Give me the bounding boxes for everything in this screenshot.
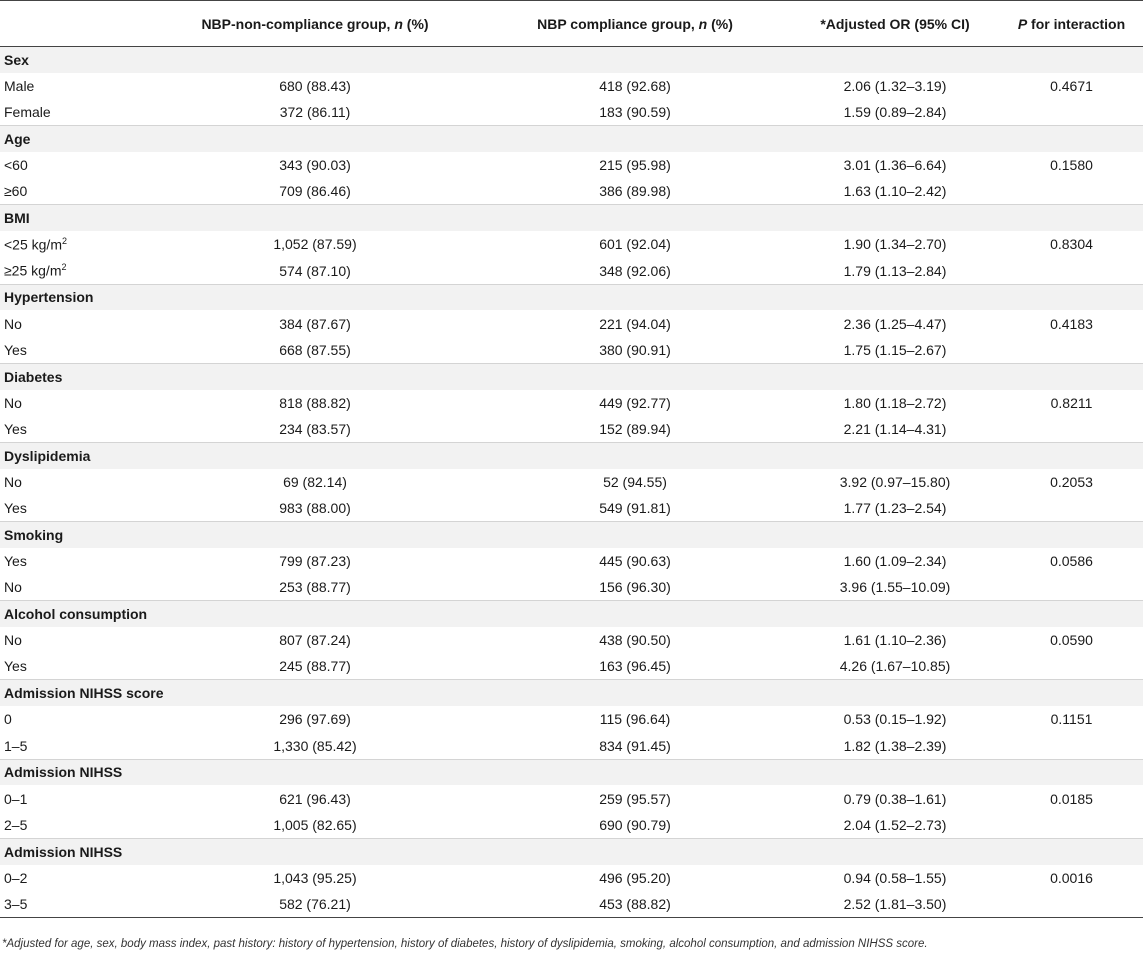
p-interaction-value: 0.8304 [1000, 231, 1143, 257]
table-group-row [0, 522, 1143, 548]
compliance-value: 496 (95.20) [480, 865, 790, 891]
row-label [0, 495, 150, 521]
row-label-text: Yes [4, 658, 27, 675]
table-row [0, 258, 1143, 284]
non-compliance-value: 69 (82.14) [150, 469, 480, 495]
table-row [0, 574, 1143, 600]
row-label-text: No [4, 394, 22, 411]
adjusted-or-value: 3.92 (0.97–15.80) [790, 469, 1000, 495]
adjusted-or-value: 2.52 (1.81–3.50) [790, 891, 1000, 917]
p-interaction-value: 0.0590 [1000, 627, 1143, 653]
table-row [0, 231, 1143, 257]
row-label [0, 733, 150, 759]
p-interaction-value: 0.4183 [1000, 310, 1143, 336]
row-label-text: No [4, 473, 22, 490]
adjusted-or-value: 2.21 (1.14–4.31) [790, 416, 1000, 442]
row-label-text: <60 [4, 157, 28, 174]
compliance-value: 152 (89.94) [480, 416, 790, 442]
row-label [0, 152, 150, 178]
row-label-text: ≥25 kg/m [4, 262, 62, 279]
p-interaction-value [1000, 574, 1143, 600]
row-label [0, 865, 150, 891]
table-group-row [0, 363, 1143, 389]
p-interaction-value [1000, 99, 1143, 125]
row-label [0, 891, 150, 917]
adjusted-or-value: 3.01 (1.36–6.64) [790, 152, 1000, 178]
row-label [0, 812, 150, 838]
adjusted-or-value: 2.04 (1.52–2.73) [790, 812, 1000, 838]
p-interaction-value [1000, 416, 1143, 442]
compliance-value: 156 (96.30) [480, 574, 790, 600]
row-label [0, 548, 150, 574]
row-label-text: No [4, 579, 22, 596]
adjusted-or-value: 1.80 (1.18–2.72) [790, 390, 1000, 416]
non-compliance-value: 343 (90.03) [150, 152, 480, 178]
group-title: Admission NIHSS score [0, 680, 1143, 706]
table-row [0, 310, 1143, 336]
row-label-text: Yes [4, 420, 27, 437]
row-label-text: Yes [4, 553, 27, 570]
non-compliance-value: 245 (88.77) [150, 653, 480, 679]
p-interaction-value [1000, 653, 1143, 679]
p-interaction-value [1000, 495, 1143, 521]
compliance-value: 690 (90.79) [480, 812, 790, 838]
table-row [0, 812, 1143, 838]
row-label-text: No [4, 315, 22, 332]
table-group-row [0, 205, 1143, 231]
table-row [0, 785, 1143, 811]
header-compliance-group: NBP compliance group, n (%) [480, 1, 790, 47]
row-label [0, 178, 150, 204]
group-title: Admission NIHSS [0, 759, 1143, 785]
adjusted-or-value: 0.53 (0.15–1.92) [790, 706, 1000, 732]
group-title: Age [0, 126, 1143, 152]
row-label-text: 1–5 [4, 737, 28, 754]
adjusted-or-value: 1.82 (1.38–2.39) [790, 733, 1000, 759]
row-label-text: Male [4, 78, 35, 95]
adjusted-or-value: 2.36 (1.25–4.47) [790, 310, 1000, 336]
non-compliance-value: 1,043 (95.25) [150, 865, 480, 891]
header-subgroup [0, 1, 150, 47]
table-row [0, 495, 1143, 521]
group-title: Sex [0, 47, 1143, 73]
compliance-value: 221 (94.04) [480, 310, 790, 336]
table-group-row [0, 838, 1143, 864]
table-group-row [0, 442, 1143, 468]
compliance-value: 183 (90.59) [480, 99, 790, 125]
p-interaction-value [1000, 733, 1143, 759]
adjusted-or-value: 1.61 (1.10–2.36) [790, 627, 1000, 653]
p-interaction-value: 0.0016 [1000, 865, 1143, 891]
p-interaction-value: 0.2053 [1000, 469, 1143, 495]
adjusted-or-value: 1.90 (1.34–2.70) [790, 231, 1000, 257]
table-row [0, 73, 1143, 99]
row-label [0, 627, 150, 653]
non-compliance-value: 1,005 (82.65) [150, 812, 480, 838]
table-group-row [0, 759, 1143, 785]
header-row [0, 1, 1143, 47]
table-header [0, 1, 1143, 47]
compliance-value: 449 (92.77) [480, 390, 790, 416]
non-compliance-value: 680 (88.43) [150, 73, 480, 99]
row-label [0, 706, 150, 732]
compliance-value: 348 (92.06) [480, 258, 790, 284]
compliance-value: 601 (92.04) [480, 231, 790, 257]
non-compliance-value: 574 (87.10) [150, 258, 480, 284]
compliance-value: 380 (90.91) [480, 337, 790, 363]
p-interaction-value: 0.4671 [1000, 73, 1143, 99]
row-label-text: No [4, 632, 22, 649]
p-interaction-value [1000, 178, 1143, 204]
group-title: Alcohol consumption [0, 601, 1143, 627]
adjusted-or-value: 1.60 (1.09–2.34) [790, 548, 1000, 574]
non-compliance-value: 621 (96.43) [150, 785, 480, 811]
table-group-row [0, 680, 1143, 706]
non-compliance-value: 709 (86.46) [150, 178, 480, 204]
group-title: Smoking [0, 522, 1143, 548]
row-label [0, 73, 150, 99]
row-label-text: ≥60 [4, 183, 28, 200]
compliance-value: 549 (91.81) [480, 495, 790, 521]
p-interaction-value: 0.0185 [1000, 785, 1143, 811]
adjusted-or-value: 1.79 (1.13–2.84) [790, 258, 1000, 284]
header-non-compliance-group: NBP-non-compliance group, n (%) [150, 1, 480, 47]
table-group-row [0, 126, 1143, 152]
table-row [0, 337, 1143, 363]
table-group-row [0, 601, 1143, 627]
table-row [0, 152, 1143, 178]
row-label [0, 310, 150, 336]
row-label-text: <25 kg/m [4, 236, 62, 253]
compliance-value: 215 (95.98) [480, 152, 790, 178]
adjusted-or-value: 4.26 (1.67–10.85) [790, 653, 1000, 679]
row-label-superscript: 2 [61, 262, 67, 273]
p-interaction-value [1000, 891, 1143, 917]
group-title: Diabetes [0, 363, 1143, 389]
row-label [0, 785, 150, 811]
compliance-value: 259 (95.57) [480, 785, 790, 811]
table-row [0, 653, 1143, 679]
row-label [0, 653, 150, 679]
adjusted-or-value: 0.79 (0.38–1.61) [790, 785, 1000, 811]
p-interaction-value [1000, 258, 1143, 284]
p-interaction-value [1000, 812, 1143, 838]
non-compliance-value: 384 (87.67) [150, 310, 480, 336]
non-compliance-value: 799 (87.23) [150, 548, 480, 574]
non-compliance-value: 372 (86.11) [150, 99, 480, 125]
p-interaction-value: 0.0586 [1000, 548, 1143, 574]
row-label-text: Female [4, 104, 51, 121]
row-label-superscript: 2 [61, 236, 67, 247]
compliance-value: 163 (96.45) [480, 653, 790, 679]
compliance-value: 418 (92.68) [480, 73, 790, 99]
group-title: Dyslipidemia [0, 442, 1143, 468]
row-label [0, 416, 150, 442]
table-footnote: *Adjusted for age, sex, body mass index, past history: history of hypertension, history of diabetes, history of dyslipidemia, smoking, alcohol consumption, and admission NIHSS score. [2, 938, 928, 950]
table-row [0, 733, 1143, 759]
row-label [0, 99, 150, 125]
adjusted-or-value: 0.94 (0.58–1.55) [790, 865, 1000, 891]
header-adjusted-or: *Adjusted OR (95% CI) [790, 1, 1000, 47]
p-interaction-value: 0.1151 [1000, 706, 1143, 732]
p-interaction-value: 0.1580 [1000, 152, 1143, 178]
row-label-text: 3–5 [4, 895, 28, 912]
adjusted-or-value: 1.75 (1.15–2.67) [790, 337, 1000, 363]
non-compliance-value: 818 (88.82) [150, 390, 480, 416]
row-label [0, 574, 150, 600]
row-label-text: 0–2 [4, 869, 28, 886]
compliance-value: 115 (96.64) [480, 706, 790, 732]
row-label-text: Yes [4, 341, 27, 358]
non-compliance-value: 296 (97.69) [150, 706, 480, 732]
adjusted-or-value: 2.06 (1.32–3.19) [790, 73, 1000, 99]
table-row [0, 865, 1143, 891]
non-compliance-value: 983 (88.00) [150, 495, 480, 521]
row-label [0, 337, 150, 363]
adjusted-or-value: 3.96 (1.55–10.09) [790, 574, 1000, 600]
table-body [0, 47, 1143, 918]
compliance-value: 445 (90.63) [480, 548, 790, 574]
table-row [0, 469, 1143, 495]
non-compliance-value: 253 (88.77) [150, 574, 480, 600]
row-label [0, 231, 150, 257]
table-row [0, 416, 1143, 442]
non-compliance-value: 668 (87.55) [150, 337, 480, 363]
adjusted-or-value: 1.63 (1.10–2.42) [790, 178, 1000, 204]
row-label-text: 0–1 [4, 790, 28, 807]
table-row [0, 706, 1143, 732]
non-compliance-value: 1,330 (85.42) [150, 733, 480, 759]
p-interaction-value: 0.8211 [1000, 390, 1143, 416]
row-label-text: 0 [4, 711, 12, 728]
table-row [0, 178, 1143, 204]
non-compliance-value: 1,052 (87.59) [150, 231, 480, 257]
table-row [0, 390, 1143, 416]
non-compliance-value: 582 (76.21) [150, 891, 480, 917]
table-row [0, 548, 1143, 574]
group-title: BMI [0, 205, 1143, 231]
row-label [0, 258, 150, 284]
group-title: Hypertension [0, 284, 1143, 310]
non-compliance-value: 234 (83.57) [150, 416, 480, 442]
adjusted-or-value: 1.77 (1.23–2.54) [790, 495, 1000, 521]
table-row [0, 891, 1143, 917]
compliance-value: 386 (89.98) [480, 178, 790, 204]
non-compliance-value: 807 (87.24) [150, 627, 480, 653]
row-label [0, 469, 150, 495]
group-title: Admission NIHSS [0, 838, 1143, 864]
compliance-value: 453 (88.82) [480, 891, 790, 917]
header-p-interaction: P for interaction [1000, 1, 1143, 47]
row-label-text: Yes [4, 500, 27, 517]
row-label [0, 390, 150, 416]
p-interaction-value [1000, 337, 1143, 363]
table-row [0, 99, 1143, 125]
compliance-value: 438 (90.50) [480, 627, 790, 653]
compliance-value: 52 (94.55) [480, 469, 790, 495]
table-row [0, 627, 1143, 653]
table-group-row [0, 284, 1143, 310]
adjusted-or-value: 1.59 (0.89–2.84) [790, 99, 1000, 125]
row-label-text: 2–5 [4, 816, 28, 833]
compliance-value: 834 (91.45) [480, 733, 790, 759]
table-group-row [0, 47, 1143, 73]
